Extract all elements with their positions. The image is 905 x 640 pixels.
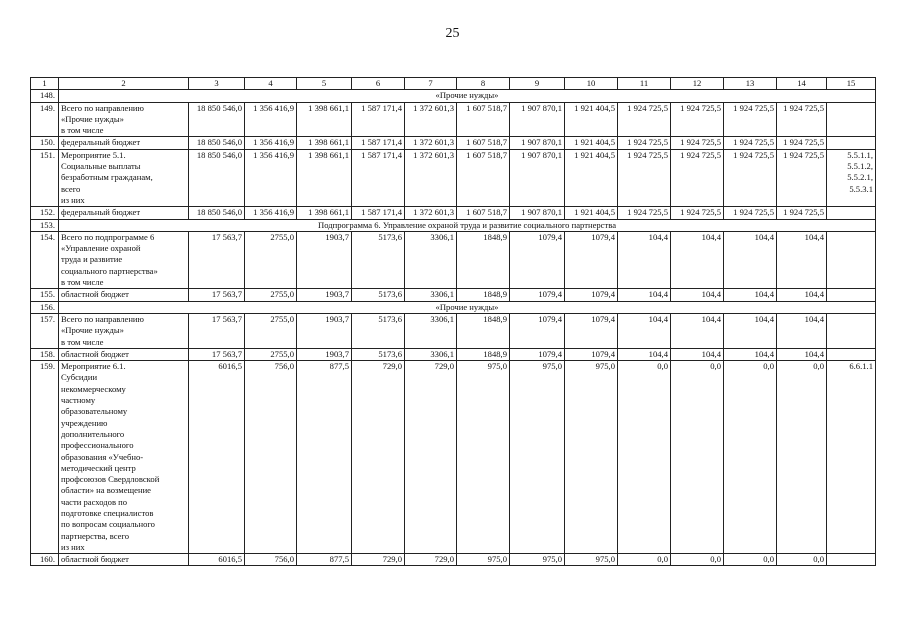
target-indicator-line: 5.5.2.1,	[847, 172, 873, 183]
value-cell: 1 907 870,1	[510, 207, 565, 219]
row-name-line: из них	[61, 194, 85, 205]
section-title: «Прочие нужды»	[59, 301, 876, 313]
value-cell: 1 921 404,5	[565, 207, 618, 219]
value-cell: 729,0	[352, 361, 405, 554]
value-cell: 1 356 416,9	[245, 207, 297, 219]
row-name	[59, 207, 189, 219]
value-cell: 0,0	[618, 554, 671, 566]
value-cell: 1 924 725,5	[724, 137, 777, 149]
value-cell: 6016,5	[189, 554, 245, 566]
value-cell: 1 398 661,1	[297, 137, 352, 149]
value-cell: 1 356 416,9	[245, 149, 297, 206]
value-cell: 1848,9	[457, 231, 510, 288]
column-header: 12	[671, 78, 724, 90]
target-indicator-line: 5.5.3.1	[849, 183, 873, 194]
column-header: 8	[457, 78, 510, 90]
value-cell: 2755,0	[245, 348, 297, 360]
target-indicator-cell	[827, 289, 876, 301]
value-cell: 1079,4	[565, 313, 618, 348]
value-cell: 0,0	[671, 554, 724, 566]
value-cell: 1079,4	[510, 348, 565, 360]
column-header: 15	[827, 78, 876, 90]
value-cell: 104,4	[724, 231, 777, 288]
value-cell: 975,0	[457, 554, 510, 566]
value-cell: 1 924 725,5	[618, 137, 671, 149]
row-name	[59, 289, 189, 301]
target-indicator-cell	[827, 102, 876, 137]
row-number: 158.	[31, 348, 59, 360]
table-row	[31, 313, 876, 348]
value-cell: 3306,1	[405, 313, 457, 348]
value-cell: 1 907 870,1	[510, 149, 565, 206]
value-cell: 5173,6	[352, 348, 405, 360]
value-cell: 1903,7	[297, 289, 352, 301]
row-name-line: области» на возмещение	[61, 485, 151, 496]
value-cell: 975,0	[565, 554, 618, 566]
row-number: 156.	[31, 301, 59, 313]
row-number: 157.	[31, 313, 59, 348]
section-row	[31, 219, 876, 231]
value-cell: 1 587 171,4	[352, 207, 405, 219]
row-name	[59, 102, 189, 137]
value-cell: 18 850 546,0	[189, 137, 245, 149]
column-header: 2	[59, 78, 189, 90]
page-number: 25	[445, 26, 460, 41]
value-cell: 1903,7	[297, 231, 352, 288]
value-cell: 1079,4	[510, 231, 565, 288]
value-cell: 104,4	[618, 313, 671, 348]
value-cell: 877,5	[297, 361, 352, 554]
row-number: 153.	[31, 219, 59, 231]
row-name-line: некоммерческому	[61, 383, 126, 394]
section-row	[31, 301, 876, 313]
value-cell: 104,4	[724, 348, 777, 360]
table-row	[31, 137, 876, 149]
value-cell: 1 587 171,4	[352, 102, 405, 137]
value-cell: 1 921 404,5	[565, 137, 618, 149]
row-name-line: Мероприятие 5.1.	[61, 149, 126, 160]
value-cell: 0,0	[777, 361, 827, 554]
value-cell: 2755,0	[245, 313, 297, 348]
table-row	[31, 289, 876, 301]
value-cell: 1 398 661,1	[297, 149, 352, 206]
section-title: «Прочие нужды»	[59, 90, 876, 102]
table-row	[31, 231, 876, 288]
header-row	[31, 78, 876, 90]
row-name-line: федеральный бюджет	[61, 137, 141, 148]
row-name-line: профессионального	[61, 440, 134, 451]
table-row	[31, 554, 876, 566]
value-cell: 1079,4	[565, 348, 618, 360]
row-name-line: социального партнерства»	[61, 265, 158, 276]
value-cell: 1848,9	[457, 348, 510, 360]
value-cell: 3306,1	[405, 289, 457, 301]
value-cell: 17 563,7	[189, 348, 245, 360]
value-cell: 1 372 601,3	[405, 207, 457, 219]
target-indicator-line: 5.5.1.1,	[847, 149, 873, 160]
value-cell: 1 924 725,5	[777, 207, 827, 219]
value-cell: 0,0	[724, 554, 777, 566]
row-name-line: «Управление охраной	[61, 243, 141, 254]
column-header: 9	[510, 78, 565, 90]
row-name-line: областной бюджет	[61, 348, 129, 359]
row-name-line: Социальные выплаты	[61, 161, 141, 172]
column-header: 3	[189, 78, 245, 90]
value-cell: 1 924 725,5	[777, 137, 827, 149]
value-cell: 2755,0	[245, 231, 297, 288]
row-number: 154.	[31, 231, 59, 288]
column-header: 13	[724, 78, 777, 90]
value-cell: 104,4	[618, 289, 671, 301]
value-cell: 104,4	[671, 348, 724, 360]
value-cell: 1079,4	[565, 289, 618, 301]
row-name-line: в том числе	[61, 277, 104, 288]
row-name-line: частному	[61, 395, 96, 406]
value-cell: 0,0	[618, 361, 671, 554]
target-indicator-line: 6.6.1.1	[849, 361, 873, 372]
table-row	[31, 361, 876, 554]
value-cell: 1 924 725,5	[724, 102, 777, 137]
table-row	[31, 102, 876, 137]
value-cell: 3306,1	[405, 231, 457, 288]
row-name-line: части расходов по	[61, 496, 128, 507]
value-cell: 1 587 171,4	[352, 149, 405, 206]
value-cell: 1 587 171,4	[352, 137, 405, 149]
value-cell: 1 924 725,5	[671, 207, 724, 219]
value-cell: 1 907 870,1	[510, 137, 565, 149]
row-name	[59, 149, 189, 206]
column-header: 11	[618, 78, 671, 90]
value-cell: 104,4	[671, 313, 724, 348]
value-cell: 1 607 518,7	[457, 149, 510, 206]
row-name-line: Субсидии	[61, 372, 98, 383]
row-number: 155.	[31, 289, 59, 301]
value-cell: 5173,6	[352, 231, 405, 288]
value-cell: 1 921 404,5	[565, 102, 618, 137]
row-name-line: труда и развитие	[61, 254, 123, 265]
row-name-line: подготовке специалистов	[61, 507, 154, 518]
value-cell: 104,4	[777, 231, 827, 288]
value-cell: 1 921 404,5	[565, 149, 618, 206]
value-cell: 1848,9	[457, 313, 510, 348]
value-cell: 104,4	[671, 231, 724, 288]
value-cell: 5173,6	[352, 313, 405, 348]
value-cell: 1 924 725,5	[671, 102, 724, 137]
value-cell: 1 356 416,9	[245, 102, 297, 137]
row-name-line: в том числе	[61, 125, 104, 136]
value-cell: 1079,4	[510, 289, 565, 301]
value-cell: 0,0	[724, 361, 777, 554]
value-cell: 1 398 661,1	[297, 207, 352, 219]
value-cell: 729,0	[405, 554, 457, 566]
section-row	[31, 90, 876, 102]
value-cell: 104,4	[777, 348, 827, 360]
row-name-line: «Прочие нужды»	[61, 113, 124, 124]
value-cell: 1079,4	[510, 313, 565, 348]
value-cell: 975,0	[510, 554, 565, 566]
row-number: 150.	[31, 137, 59, 149]
value-cell: 104,4	[724, 289, 777, 301]
value-cell: 1903,7	[297, 348, 352, 360]
row-name-line: Всего по направлению	[61, 102, 144, 113]
value-cell: 975,0	[457, 361, 510, 554]
value-cell: 1 607 518,7	[457, 207, 510, 219]
value-cell: 975,0	[565, 361, 618, 554]
target-indicator-cell	[827, 231, 876, 288]
row-number: 149.	[31, 102, 59, 137]
row-number: 160.	[31, 554, 59, 566]
value-cell: 1 924 725,5	[671, 149, 724, 206]
value-cell: 1 372 601,3	[405, 137, 457, 149]
table-row	[31, 149, 876, 206]
table-row	[31, 207, 876, 219]
value-cell: 1 372 601,3	[405, 149, 457, 206]
value-cell: 1 607 518,7	[457, 137, 510, 149]
value-cell: 877,5	[297, 554, 352, 566]
value-cell: 104,4	[671, 289, 724, 301]
row-name-line: областной бюджет	[61, 554, 129, 565]
column-header: 14	[777, 78, 827, 90]
row-name-line: областной бюджет	[61, 289, 129, 300]
value-cell: 104,4	[724, 313, 777, 348]
row-number: 151.	[31, 149, 59, 206]
column-header: 1	[31, 78, 59, 90]
budget-table	[30, 77, 876, 566]
row-name	[59, 231, 189, 288]
row-name-line: Мероприятие 6.1.	[61, 361, 126, 372]
row-name	[59, 137, 189, 149]
row-name-line: всего	[61, 183, 81, 194]
target-indicator-cell	[827, 313, 876, 348]
row-name	[59, 313, 189, 348]
row-name	[59, 361, 189, 554]
row-name-line: безработным гражданам,	[61, 172, 153, 183]
row-name-line: Всего по подпрограмме 6	[61, 231, 155, 242]
value-cell: 1 924 725,5	[671, 137, 724, 149]
row-name-line: образовательному	[61, 406, 128, 417]
value-cell: 1 924 725,5	[777, 102, 827, 137]
column-header: 6	[352, 78, 405, 90]
value-cell: 1 924 725,5	[618, 102, 671, 137]
row-name-line: из них	[61, 541, 85, 552]
value-cell: 1 907 870,1	[510, 102, 565, 137]
column-header: 4	[245, 78, 297, 90]
value-cell: 2755,0	[245, 289, 297, 301]
column-header: 10	[565, 78, 618, 90]
row-name-line: учреждению	[61, 417, 108, 428]
value-cell: 729,0	[352, 554, 405, 566]
target-indicator-line: 5.5.1.2,	[847, 161, 873, 172]
value-cell: 18 850 546,0	[189, 207, 245, 219]
value-cell: 104,4	[618, 231, 671, 288]
row-name-line: дополнительного	[61, 428, 125, 439]
value-cell: 756,0	[245, 361, 297, 554]
row-name-line: по вопросам социального	[61, 519, 155, 530]
row-number: 159.	[31, 361, 59, 554]
value-cell: 0,0	[777, 554, 827, 566]
row-number: 148.	[31, 90, 59, 102]
value-cell: 17 563,7	[189, 313, 245, 348]
target-indicator-cell	[827, 554, 876, 566]
target-indicator-cell	[827, 348, 876, 360]
row-name-line: Всего по направлению	[61, 313, 144, 324]
value-cell: 0,0	[671, 361, 724, 554]
target-indicator-cell	[827, 137, 876, 149]
value-cell: 1 924 725,5	[777, 149, 827, 206]
value-cell: 104,4	[618, 348, 671, 360]
target-indicator-cell	[827, 149, 876, 206]
value-cell: 1903,7	[297, 313, 352, 348]
row-name-line: федеральный бюджет	[61, 207, 141, 218]
value-cell: 1 924 725,5	[724, 207, 777, 219]
value-cell: 1 607 518,7	[457, 102, 510, 137]
value-cell: 1 356 416,9	[245, 137, 297, 149]
row-name-line: в том числе	[61, 336, 104, 347]
value-cell: 1848,9	[457, 289, 510, 301]
value-cell: 1 924 725,5	[724, 149, 777, 206]
value-cell: 18 850 546,0	[189, 149, 245, 206]
value-cell: 1 924 725,5	[618, 207, 671, 219]
value-cell: 5173,6	[352, 289, 405, 301]
value-cell: 17 563,7	[189, 231, 245, 288]
row-name-line: профсоюзов Свердловской	[61, 474, 160, 485]
value-cell: 3306,1	[405, 348, 457, 360]
row-name-line: методический центр	[61, 462, 136, 473]
column-header: 7	[405, 78, 457, 90]
value-cell: 1079,4	[565, 231, 618, 288]
value-cell: 104,4	[777, 313, 827, 348]
row-name-line: «Прочие нужды»	[61, 325, 124, 336]
target-indicator-cell	[827, 207, 876, 219]
column-header: 5	[297, 78, 352, 90]
value-cell: 1 372 601,3	[405, 102, 457, 137]
row-number: 152.	[31, 207, 59, 219]
target-indicator-cell	[827, 361, 876, 554]
value-cell: 975,0	[510, 361, 565, 554]
row-name	[59, 554, 189, 566]
value-cell: 729,0	[405, 361, 457, 554]
value-cell: 1 924 725,5	[618, 149, 671, 206]
value-cell: 104,4	[777, 289, 827, 301]
row-name-line: образования «Учебно-	[61, 451, 144, 462]
row-name	[59, 348, 189, 360]
section-title: Подпрограмма 6. Управление охраной труда и развитие социального партнерства	[59, 219, 876, 231]
value-cell: 6016,5	[189, 361, 245, 554]
table-row	[31, 348, 876, 360]
row-name-line: партнерства, всего	[61, 530, 130, 541]
value-cell: 756,0	[245, 554, 297, 566]
value-cell: 17 563,7	[189, 289, 245, 301]
value-cell: 18 850 546,0	[189, 102, 245, 137]
value-cell: 1 398 661,1	[297, 102, 352, 137]
